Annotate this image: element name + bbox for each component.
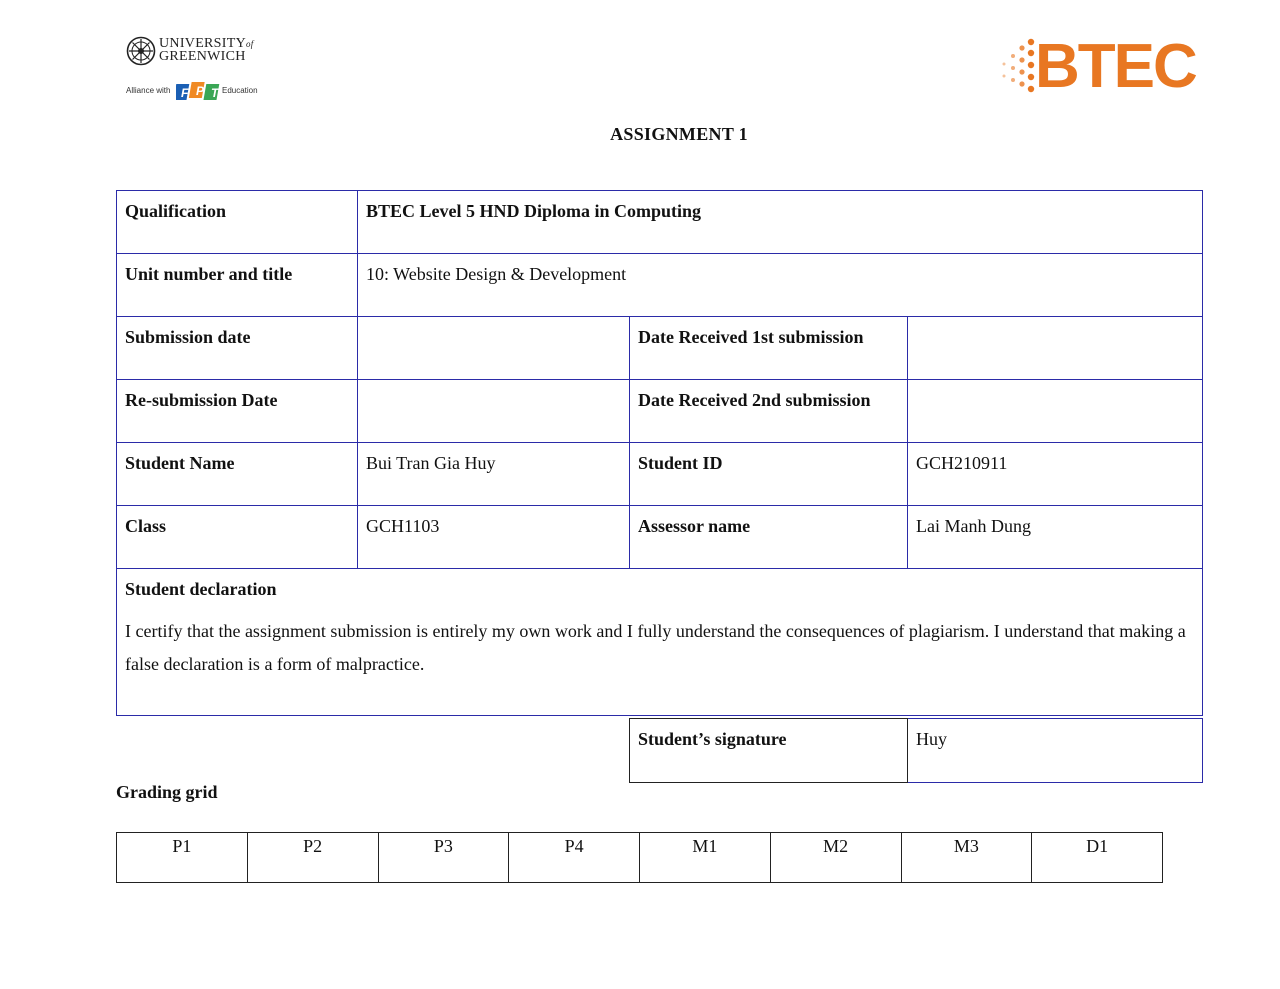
received-2nd-label: Date Received 2nd submission xyxy=(630,380,908,443)
class-label: Class xyxy=(117,506,358,569)
grade-cell-m1: M1 xyxy=(640,833,771,883)
assessor-value: Lai Manh Dung xyxy=(908,506,1203,569)
resubmission-date-value xyxy=(358,380,630,443)
table-row xyxy=(117,317,1203,380)
assessor-label: Assessor name xyxy=(630,506,908,569)
fpt-letter-t: T xyxy=(211,86,219,100)
signature-label: Student’s signature xyxy=(630,719,908,783)
grade-cell-p4: P4 xyxy=(509,833,640,883)
grade-cell-p1: P1 xyxy=(117,833,248,883)
submission-date-label: Submission date xyxy=(117,317,358,380)
class-value: GCH1103 xyxy=(358,506,630,569)
btec-logo xyxy=(998,32,1198,102)
grading-grid-title: Grading grid xyxy=(116,782,218,802)
student-name-value: Bui Tran Gia Huy xyxy=(358,443,630,506)
fpt-logo-icon xyxy=(176,80,222,102)
student-declaration xyxy=(117,569,1203,716)
resubmission-date-label: Re-submission Date xyxy=(117,380,358,443)
received-2nd-value xyxy=(908,380,1203,443)
received-1st-label: Date Received 1st submission xyxy=(630,317,908,380)
fpt-letter-p: P xyxy=(196,84,205,98)
table-row xyxy=(117,380,1203,443)
fpt-letter-f: F xyxy=(181,86,189,100)
grade-cell-p2: P2 xyxy=(247,833,378,883)
submission-date-value xyxy=(358,317,630,380)
unit-value: 10: Website Design & Development xyxy=(358,254,1203,317)
table-row xyxy=(117,506,1203,569)
grade-cell-d1: D1 xyxy=(1032,833,1163,883)
university-of-text: of xyxy=(246,39,254,49)
fpt-alliance xyxy=(126,80,266,104)
table-row xyxy=(117,254,1203,317)
student-id-value: GCH210911 xyxy=(908,443,1203,506)
declaration-title: Student declaration xyxy=(125,579,277,599)
unit-label: Unit number and title xyxy=(117,254,358,317)
student-id-label: Student ID xyxy=(630,443,908,506)
university-name-line1: UNIVERSITYof xyxy=(159,36,254,51)
table-row xyxy=(630,719,1203,783)
signature-value: Huy xyxy=(908,719,1203,783)
table-row xyxy=(117,191,1203,254)
grade-cell-m3: M3 xyxy=(901,833,1032,883)
table-row xyxy=(117,569,1203,716)
table-row xyxy=(117,443,1203,506)
student-name-label: Student Name xyxy=(117,443,358,506)
grading-grid-table xyxy=(116,832,1163,883)
grade-cell-p3: P3 xyxy=(378,833,509,883)
qualification-value: BTEC Level 5 HND Diploma in Computing xyxy=(358,191,1203,254)
university-greenwich-logo xyxy=(126,36,266,102)
received-1st-value xyxy=(908,317,1203,380)
btec-wordmark: BTEC xyxy=(1035,32,1196,101)
alliance-text: Alliance with xyxy=(126,86,171,95)
declaration-text: I certify that the assignment submission is entirely my own work and I fully understand the consequences of plagiarism. I understand that making a false declaration is a form of malpractice. xyxy=(125,621,1186,674)
grade-cell-m2: M2 xyxy=(770,833,901,883)
university-crest-icon xyxy=(126,36,156,66)
table-row xyxy=(117,833,1163,883)
education-text: Education xyxy=(222,86,258,95)
qualification-label: Qualification xyxy=(117,191,358,254)
signature-table xyxy=(629,718,1203,783)
university-name-line2: GREENWICH xyxy=(159,49,246,64)
assignment-cover-table xyxy=(116,190,1203,716)
document-title: ASSIGNMENT 1 xyxy=(610,124,748,144)
